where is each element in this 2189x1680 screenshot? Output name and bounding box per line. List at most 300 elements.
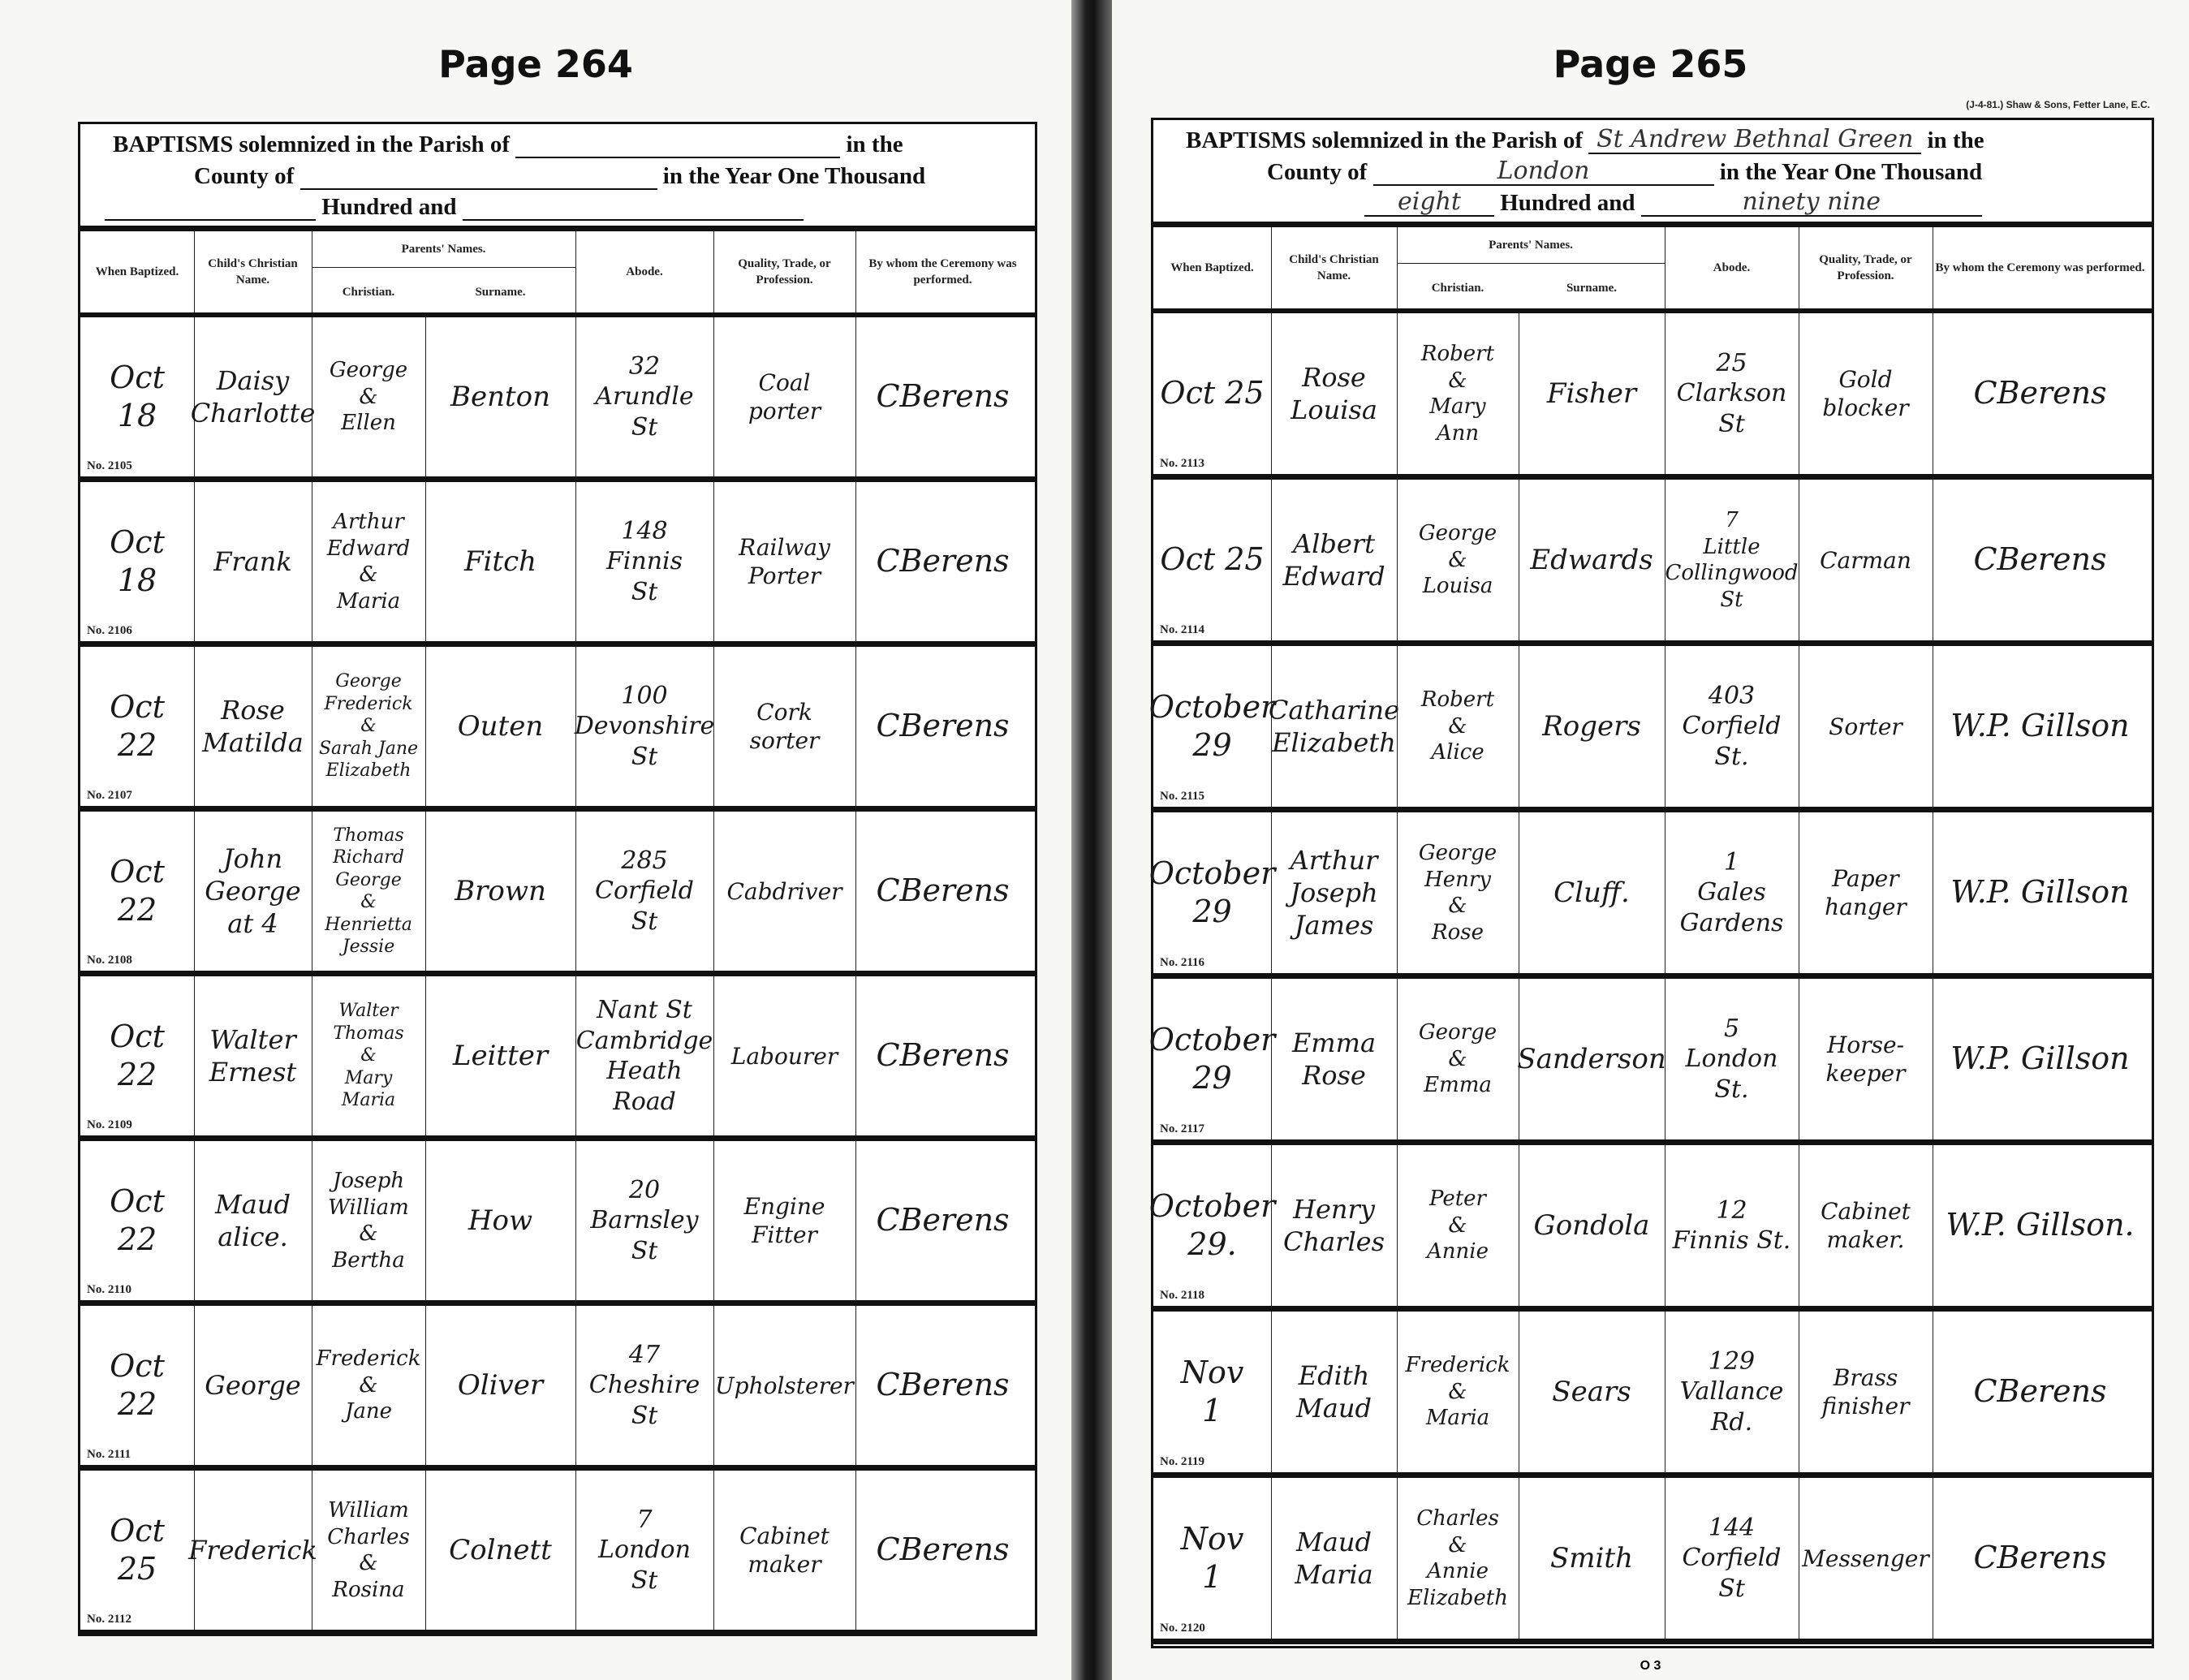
register-rows	[1148, 313, 2152, 1644]
handwritten-text: Benton	[450, 380, 551, 413]
column-headers	[1153, 227, 2152, 313]
parents-christian-cell	[312, 1306, 425, 1465]
abode-cell	[575, 317, 713, 476]
when-baptized-cell	[1148, 979, 1276, 1139]
child-name-cell	[1271, 812, 1397, 973]
handwritten-text: Sarah Jane	[318, 738, 419, 759]
handwritten-text: Jessie	[342, 937, 395, 957]
surname-cell	[425, 647, 575, 806]
abode-cell	[1665, 313, 1799, 474]
child-name-cell	[1271, 979, 1397, 1139]
handwritten-text: hanger	[1825, 894, 1907, 920]
handwritten-text: Louisa	[1291, 394, 1377, 425]
handwritten-text: Ann	[1436, 420, 1480, 446]
abode-cell	[575, 812, 713, 971]
when-baptized-cell	[80, 317, 194, 476]
handwritten-text: Charles	[1282, 1226, 1385, 1257]
col-child: Child's Christian Name.	[208, 256, 298, 286]
handwritten-text: Oct	[110, 359, 165, 395]
handwritten-text: Corfield St.	[1682, 712, 1782, 771]
col-child: Child's Christian Name.	[1289, 252, 1379, 282]
when-baptized-cell	[80, 812, 194, 971]
handwritten-text: W.P. Gillson.	[1946, 1207, 2135, 1243]
handwritten-text: Emma	[1424, 1073, 1492, 1098]
officiant-cell	[855, 1141, 1030, 1300]
handwritten-text: Cabinet	[1821, 1198, 1911, 1225]
officiant-cell	[1933, 1478, 2148, 1639]
handwritten-text: Thomas	[333, 825, 404, 846]
page-number: Page 265	[1553, 42, 1748, 86]
handwritten-text: Frederick	[1405, 1353, 1510, 1378]
table-row	[1148, 979, 2152, 1145]
handwritten-text: Louisa	[1422, 574, 1493, 599]
handwritten-text: St	[631, 742, 658, 771]
handwritten-text: Jane	[344, 1399, 393, 1424]
officiant-cell	[1933, 646, 2148, 807]
handwritten-text: 22	[117, 1386, 157, 1422]
left-page	[0, 0, 1071, 1680]
quality-cell	[713, 976, 855, 1135]
handwritten-text: CBerens	[876, 708, 1010, 744]
hundred-field	[463, 193, 804, 221]
table-row	[80, 647, 1035, 812]
handwritten-text: Brown	[455, 874, 546, 907]
child-name-cell	[1268, 646, 1400, 807]
handwritten-text: 7	[1725, 508, 1739, 532]
surname-cell	[425, 976, 575, 1135]
handwritten-text: &	[1448, 713, 1467, 739]
abode-cell	[1665, 812, 1799, 973]
surname-cell	[425, 317, 575, 476]
parents-christian-cell	[1397, 1145, 1519, 1306]
handwritten-text: Finnis	[605, 547, 683, 576]
page-number: Page 264	[438, 42, 633, 86]
abode-cell	[1665, 646, 1799, 807]
handwritten-text: Henry	[1424, 867, 1491, 892]
handwritten-text: George	[205, 876, 301, 907]
handwritten-text: Nant St	[597, 996, 692, 1024]
footer-mark: O 3	[1640, 1659, 1661, 1673]
baptism-register-table	[78, 122, 1037, 1636]
handwritten-text: Clarkson	[1676, 379, 1787, 408]
handwritten-text: Porter	[748, 562, 821, 589]
handwritten-text: Charles	[1416, 1506, 1499, 1531]
header-text: County of	[194, 163, 295, 189]
abode-cell	[575, 1141, 713, 1300]
when-baptized-cell	[1148, 1145, 1276, 1306]
officiant-cell	[855, 647, 1030, 806]
handwritten-text: Heath Road	[606, 1057, 683, 1116]
handwritten-text: Sanderson	[1517, 1042, 1666, 1075]
handwritten-text: Arthur	[1290, 845, 1378, 876]
handwritten-text: 285	[621, 846, 668, 875]
when-baptized-cell	[1148, 812, 1276, 973]
parents-christian-cell	[1397, 480, 1519, 640]
handwritten-text: 144	[1708, 1513, 1756, 1542]
handwritten-text: &	[359, 1551, 378, 1575]
col-surname: Surname.	[475, 285, 526, 299]
entry-number: No. 2108	[87, 954, 132, 967]
when-baptized-cell	[80, 1141, 194, 1300]
handwritten-text: 1	[1202, 1559, 1222, 1595]
quality-cell	[1799, 812, 1933, 973]
handwritten-text: sorter	[749, 727, 820, 754]
handwritten-text: Oct	[110, 853, 165, 890]
handwritten-text: Maud	[1296, 1527, 1372, 1557]
handwritten-text: St	[1720, 587, 1743, 612]
handwritten-text: &	[1448, 1379, 1467, 1404]
officiant-cell	[1933, 812, 2148, 973]
handwritten-text: Gales Gardens	[1679, 878, 1784, 937]
when-baptized-cell	[1153, 1312, 1271, 1472]
child-name-cell	[190, 317, 316, 476]
when-baptized-cell	[80, 482, 194, 641]
handwritten-text: Barnsley	[590, 1206, 699, 1235]
handwritten-text: St	[631, 577, 658, 606]
handwritten-text: Rose	[221, 695, 285, 726]
handwritten-text: Cheshire	[588, 1371, 700, 1400]
quality-cell	[1799, 480, 1933, 640]
col-parents: Parents' Names.	[401, 242, 486, 256]
when-baptized-cell	[1153, 480, 1271, 640]
table-row	[80, 976, 1035, 1141]
abode-cell	[575, 647, 713, 806]
handwritten-text: maker	[748, 1551, 821, 1578]
handwritten-text: 20	[628, 1175, 661, 1204]
handwritten-text: Elizabeth	[1272, 727, 1396, 758]
handwritten-text: Fitch	[463, 545, 537, 578]
surname-cell	[1519, 1312, 1665, 1472]
handwritten-text: CBerens	[876, 872, 1010, 909]
handwritten-text: Labourer	[730, 1042, 838, 1070]
child-name-cell	[194, 1306, 312, 1465]
handwritten-text: William	[328, 1498, 409, 1523]
hundred-field: ninety nine	[1641, 189, 1982, 217]
handwritten-text: St	[1718, 409, 1745, 438]
thousand-field: eight	[1364, 189, 1494, 217]
when-baptized-cell	[80, 1306, 194, 1465]
handwritten-text: Catharine	[1268, 695, 1400, 726]
handwritten-text: 18	[117, 398, 157, 433]
handwritten-text: Richard	[333, 847, 404, 868]
handwritten-text: Robert	[1420, 687, 1495, 713]
handwritten-text: CBerens	[876, 1367, 1010, 1403]
handwritten-text: Nov	[1180, 1520, 1244, 1557]
entry-number: No. 2118	[1160, 1289, 1205, 1302]
surname-cell	[1519, 646, 1665, 807]
header-text: BAPTISMS solemnized in the Parish of	[113, 131, 510, 157]
parents-christian-cell	[1397, 812, 1519, 973]
handwritten-text: CBerens	[1973, 375, 2107, 411]
handwritten-text: St	[631, 1566, 658, 1595]
handwritten-text: 1	[1202, 1393, 1222, 1428]
when-baptized-cell	[1153, 1478, 1271, 1639]
handwritten-text: Collingwood	[1665, 561, 1799, 585]
handwritten-text: &	[1448, 547, 1467, 572]
handwritten-text: blocker	[1822, 394, 1909, 421]
col-by-whom: By whom the Ceremony was performed.	[1935, 261, 2145, 274]
col-surname: Surname.	[1566, 281, 1618, 295]
handwritten-text: George	[1418, 1020, 1497, 1045]
header-text: Hundred and	[1500, 190, 1635, 216]
handwritten-text: Maud	[215, 1189, 291, 1220]
handwritten-text: 129	[1708, 1346, 1756, 1376]
abode-cell	[1665, 1145, 1799, 1306]
handwritten-text: 18	[117, 562, 157, 598]
handwritten-text: Coal	[758, 369, 811, 396]
handwritten-text: finisher	[1821, 1393, 1910, 1419]
handwritten-text: October	[1148, 1021, 1276, 1058]
header-text: Hundred and	[321, 194, 457, 220]
handwritten-text: Smith	[1550, 1541, 1633, 1574]
table-row	[80, 482, 1035, 647]
abode-cell	[575, 482, 713, 641]
handwritten-text: 25	[117, 1551, 157, 1587]
handwritten-text: &	[359, 1372, 378, 1398]
handwritten-text: London St.	[1685, 1045, 1778, 1104]
surname-cell	[425, 1141, 575, 1300]
handwritten-text: October	[1148, 1187, 1276, 1224]
quality-cell	[1799, 313, 1933, 474]
handwritten-text: George	[1418, 521, 1497, 546]
header-line-year	[105, 193, 804, 221]
parents-christian-cell	[312, 812, 425, 971]
col-abode: Abode.	[1713, 261, 1751, 274]
col-when: When Baptized.	[1170, 261, 1254, 274]
parents-christian-cell	[312, 647, 425, 806]
parents-christian-cell	[1397, 646, 1519, 807]
handwritten-text: 29	[1192, 1060, 1232, 1096]
parents-christian-cell	[312, 482, 425, 641]
handwritten-text: at 4	[227, 908, 278, 939]
surname-cell	[1519, 1478, 1665, 1639]
parents-christian-cell	[312, 317, 425, 476]
surname-cell	[425, 482, 575, 641]
column-headers	[80, 231, 1035, 317]
handwritten-text: 1	[1723, 847, 1740, 877]
handwritten-text: Rose	[1302, 1060, 1366, 1091]
quality-cell	[1799, 1145, 1933, 1306]
officiant-cell	[1933, 313, 2148, 474]
handwritten-text: Rosina	[332, 1577, 405, 1602]
handwritten-text: Bertha	[332, 1247, 405, 1273]
handwritten-text: Arthur	[333, 510, 404, 534]
handwritten-text: Frederick	[188, 1535, 317, 1566]
handwritten-text: St	[631, 412, 658, 442]
handwritten-text: Henry	[1293, 1194, 1375, 1225]
child-name-cell	[194, 976, 312, 1135]
handwritten-text: Rose	[1432, 920, 1484, 945]
when-baptized-cell	[80, 1471, 194, 1630]
handwritten-text: Cluff.	[1553, 876, 1630, 909]
handwritten-text: How	[468, 1204, 533, 1237]
handwritten-text: &	[1448, 1213, 1467, 1238]
handwritten-text: Upholsterer	[715, 1372, 854, 1399]
handwritten-text: &	[359, 562, 378, 587]
handwritten-text: maker.	[1826, 1226, 1905, 1253]
handwritten-text: St	[631, 1401, 658, 1430]
table-row	[80, 317, 1035, 482]
handwritten-text: Frederick	[316, 1346, 421, 1372]
handwritten-text: Elizabeth	[1407, 1585, 1509, 1610]
child-name-cell	[1271, 1145, 1397, 1306]
table-row	[1153, 1312, 2152, 1478]
right-page	[1112, 0, 2189, 1680]
quality-cell	[713, 1306, 855, 1465]
abode-cell	[1665, 480, 1799, 640]
officiant-cell	[1933, 1312, 2148, 1472]
handwritten-text: 32	[628, 351, 661, 381]
handwritten-text: Edward	[326, 536, 411, 561]
handwritten-text: Joseph	[1290, 877, 1378, 908]
handwritten-text: Matilda	[202, 727, 304, 758]
handwritten-text: St	[631, 1236, 658, 1265]
officiant-cell	[855, 976, 1030, 1135]
register-rows	[80, 317, 1035, 1635]
handwritten-text: Oct 25	[1160, 375, 1265, 411]
handwritten-text: James	[1294, 910, 1374, 941]
handwritten-text: Edith	[1298, 1360, 1370, 1391]
header-line-county	[1267, 158, 1982, 186]
officiant-cell	[855, 482, 1030, 641]
table-row	[1153, 1478, 2152, 1644]
handwritten-text: Robert	[1420, 342, 1495, 366]
when-baptized-cell	[1148, 646, 1276, 807]
handwritten-text: Cork	[756, 699, 812, 726]
child-name-cell	[1271, 480, 1397, 640]
handwritten-text: Arundle	[595, 382, 694, 411]
handwritten-text: Devonshire	[574, 712, 715, 741]
handwritten-text: Sorter	[1829, 713, 1902, 740]
handwritten-text: 22	[117, 892, 157, 928]
quality-cell	[1799, 1478, 1933, 1639]
header-text: BAPTISMS solemnized in the Parish of	[1186, 127, 1583, 153]
handwritten-text: Corfield	[595, 877, 694, 906]
handwritten-text: London	[598, 1536, 691, 1565]
handwritten-text: 47	[628, 1340, 661, 1369]
header-text: in the	[846, 131, 903, 157]
handwritten-text: CBerens	[876, 1202, 1010, 1238]
handwritten-text: Maria	[341, 1090, 396, 1111]
handwritten-text: porter	[748, 398, 821, 424]
quality-cell	[713, 812, 855, 971]
printer-imprint: (J-4-81.) Shaw & Sons, Fetter Lane, E.C.	[1966, 99, 2150, 110]
handwritten-text: Annie	[1427, 1239, 1489, 1264]
handwritten-text: CBerens	[1973, 541, 2107, 578]
child-name-cell	[194, 812, 312, 971]
handwritten-text: Fisher	[1546, 377, 1637, 410]
handwritten-text: 29	[1192, 894, 1232, 929]
handwritten-text: Thomas	[333, 1023, 404, 1044]
surname-cell	[1519, 812, 1665, 973]
handwritten-text: Nov	[1180, 1354, 1244, 1390]
handwritten-text: Daisy	[216, 365, 290, 396]
handwritten-text: Edward	[1282, 561, 1385, 592]
entry-number: No. 2114	[1160, 623, 1205, 636]
handwritten-text: 12	[1716, 1195, 1747, 1225]
table-row	[1153, 480, 2152, 646]
handwritten-text: Gondola	[1533, 1208, 1650, 1242]
handwritten-text: &	[360, 1045, 377, 1066]
col-by-whom: By whom the Ceremony was performed.	[868, 256, 1017, 286]
col-quality: Quality, Trade, or Profession.	[738, 256, 831, 286]
handwritten-text: Mary	[344, 1067, 393, 1088]
surname-cell	[425, 1306, 575, 1465]
handwritten-text: Cabinet	[739, 1523, 829, 1549]
entry-number: No. 2113	[1160, 457, 1205, 470]
handwritten-text: Maria	[1295, 1559, 1373, 1590]
handwritten-text: Ellen	[341, 411, 396, 436]
entry-number: No. 2105	[87, 459, 132, 472]
handwritten-text: Leitter	[452, 1039, 549, 1072]
handwritten-text: Oct	[110, 1182, 165, 1219]
handwritten-text: Fitter	[752, 1221, 817, 1248]
parents-christian-cell	[312, 1471, 425, 1630]
handwritten-text: Oct	[110, 1512, 165, 1549]
handwritten-text: Oct	[110, 688, 165, 725]
handwritten-text: 25	[1716, 348, 1747, 377]
entry-number: No. 2109	[87, 1118, 132, 1131]
handwritten-text: &	[359, 384, 378, 409]
quality-cell	[1799, 1312, 1933, 1472]
handwritten-text: Sears	[1552, 1375, 1631, 1408]
quality-cell	[713, 1471, 855, 1630]
handwritten-text: 22	[117, 1057, 157, 1092]
when-baptized-cell	[80, 976, 194, 1135]
child-name-cell	[1271, 313, 1397, 474]
entry-number: No. 2112	[87, 1613, 132, 1626]
handwritten-text: &	[360, 716, 377, 737]
abode-cell	[575, 1471, 713, 1630]
abode-cell	[1665, 979, 1799, 1139]
handwritten-text: St	[631, 907, 658, 936]
handwritten-text: Finnis St.	[1672, 1226, 1791, 1255]
entry-number: No. 2110	[87, 1283, 132, 1296]
handwritten-text: Railway	[739, 534, 830, 561]
when-baptized-cell	[80, 647, 194, 806]
entry-number: No. 2119	[1160, 1455, 1205, 1468]
handwritten-text: W.P. Gillson	[1950, 874, 2130, 911]
col-abode: Abode.	[626, 265, 663, 278]
handwritten-text: Emma	[1291, 1027, 1377, 1058]
table-row	[80, 812, 1035, 976]
handwritten-text: St	[1718, 1574, 1745, 1603]
handwritten-text: George	[205, 1370, 301, 1401]
handwritten-text: 29	[1192, 727, 1232, 763]
header-line-year	[1364, 189, 1982, 217]
handwritten-text: W.P. Gillson	[1950, 1040, 2130, 1077]
officiant-cell	[1933, 480, 2148, 640]
quality-cell	[1799, 979, 1933, 1139]
table-row	[1148, 812, 2152, 979]
handwritten-text: Oct 25	[1160, 541, 1265, 578]
handwritten-text: Engine	[743, 1193, 825, 1220]
table-row	[80, 1471, 1035, 1635]
entry-number: No. 2116	[1160, 956, 1205, 969]
handwritten-text: Alice	[1431, 740, 1484, 765]
handwritten-text: 29.	[1187, 1226, 1237, 1262]
child-name-cell	[1271, 1478, 1397, 1639]
handwritten-text: CBerens	[876, 1037, 1010, 1074]
handwritten-text: Walter	[209, 1024, 296, 1055]
quality-cell	[713, 1141, 855, 1300]
handwritten-text: Colnett	[449, 1533, 552, 1566]
entry-number: No. 2117	[1160, 1122, 1205, 1135]
parents-christian-cell	[1397, 313, 1519, 474]
handwritten-text: alice.	[218, 1221, 288, 1252]
quality-cell	[713, 317, 855, 476]
handwritten-text: Messenger	[1802, 1544, 1929, 1572]
